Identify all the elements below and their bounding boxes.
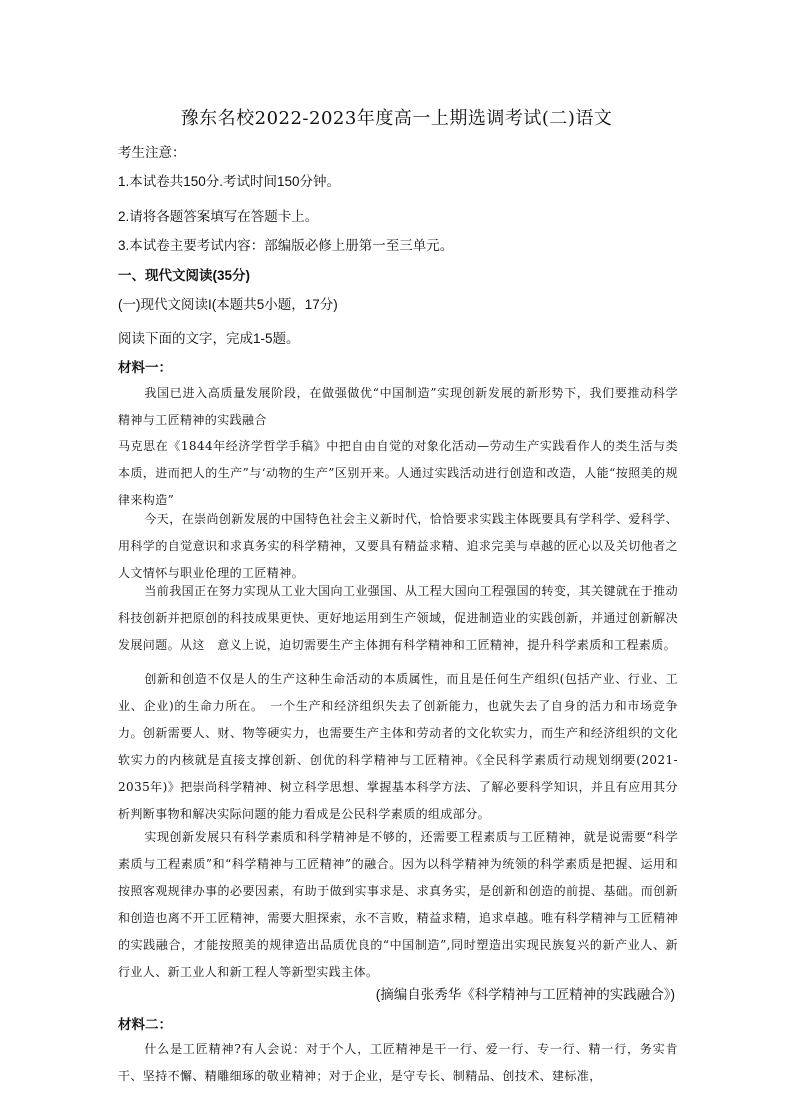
material-2-label: 材料二： (118, 1017, 172, 1032)
notice-item-1: 1.本试卷共150分.考试时间150分钟。 (118, 174, 341, 189)
material-1-paragraph-1: 我国已进入高质量发展阶段，在做强做优“中国制造”实现创新发展的新形势下，我们要推动科学精神与工匠精神的实践融合 (118, 386, 678, 427)
material-1-label: 材料一： (118, 360, 172, 375)
material-1-paragraph-6: 实现创新发展只有科学素质和科学精神是不够的，还需要工程素质与工匠精神，就是说需要“科学素质与工程素质”和“科学精神与工匠精神”的融合。因为以科学精神为统领的科学素质是把握、运用和按照客观规律办事的必要因素，有助于做到实事求是、求真务实，是创新和创造的前提、基础。而创新和创造也离不开工匠精神，需要大胆探索，永不言败，精益求精，追求卓越。唯有科学精神与工匠精神的实践融合，才能按照美的规律造出品质优良的“中国制造”,同时塑造出实现民族复兴的新产业人、新行业人、新工业人和新工程人等新型实践主体。 (118, 830, 678, 979)
material-1-paragraph-3: 今天，在崇尚创新发展的中国特色社会主义新时代，恰恰要求实践主体既要具有学科学、爱科学、用科学的自觉意识和求真务实的科学精神，又要具有精益求精、追求完美与卓越的匠心以及关切他者之人文情怀与职业伦理的工匠精神。 (118, 512, 678, 580)
reading-instruction: 阅读下面的文字，完成1-5题。 (118, 331, 300, 346)
material-1-paragraph-2: 马克思在《1844年经济学哲学手稿》中把自由自觉的对象化活动—劳动生产实践看作人的类生活与类本质，进而把人的生产”与‘动物的生产”区别开来。人通过实践活动进行创造和改造，人能“按照美的规律来构造” (118, 439, 678, 507)
notice-item-3: 3.本试卷主要考试内容：部编版必修上册第一至三单元。 (118, 238, 454, 253)
section-heading: 一、现代文阅读(35分) (118, 268, 251, 283)
material-1-paragraph-5: 创新和创造不仅是人的生产这种生命活动的本质属性，而且是任何生产组织(包括产业、行业、工业、企业)的生命力所在。 一个生产和经济组织失去了创新能力，也就失去了自身的活力和市场竞争力。创新需要人、财、物等硬实力，也需要生产主体和劳动者的文化软实力，而生产和经济组织的文化软实力的内核就是直接支撑创新、创优的科学精神与工匠精神。《全民科学素质行动规划纲要(2021-2035年)》把崇尚科学精神、树立科学思想、掌握基本科学方法、了解必要科学知识，并且有应用其分析判断事物和解决实际问题的能力看成是公民科学素质的组成部分。 (118, 672, 678, 821)
material-2-paragraph-1: 什么是工匠精神?有人会说：对于个人，工匠精神是干一行、爱一行、专一行、精一行，务实肯干、坚持不懈、精雕细琢的敬业精神；对于企业，是守专长、制精品、创技术、建标准， (118, 1042, 678, 1083)
section-subheading: (一)现代文阅读I(本题共5小题，17分) (118, 297, 338, 312)
exam-title: 豫东名校2022-2023年度高一上期选调考试(二)语文 (180, 108, 613, 129)
material-1-source: (摘编自张秀华《科学精神与工匠精神的实践融合》) (375, 987, 675, 1002)
notice-heading: 考生注意： (118, 145, 186, 160)
notice-item-2: 2.请将各题答案填写在答题卡上。 (118, 209, 319, 224)
material-1-paragraph-4: 当前我国正在努力实现从工业大国向工业强国、从工程大国向工程强国的转变，其关键就在于推动科技创新并把原创的科技成果更快、更好地运用到生产领域，促进制造业的实践创新，并通过创新解决发展问题。从这 意义上说，迫切需要生产主体拥有科学精神和工匠精神，提升科学素质和工程素质。 (118, 584, 678, 652)
